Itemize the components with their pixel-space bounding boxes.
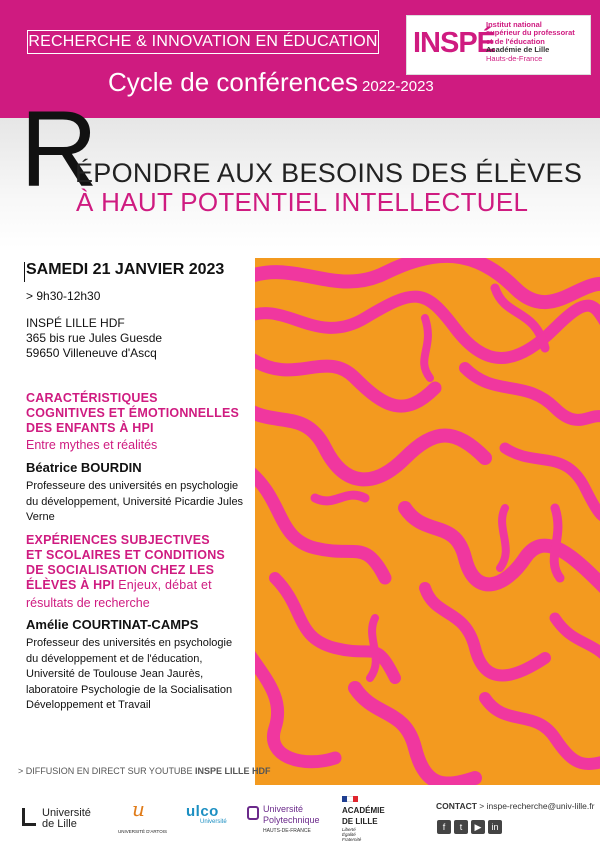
- contact-label: CONTACT: [436, 801, 477, 811]
- livestream-prefix: > DIFFUSION EN DIRECT SUR YOUTUBE: [18, 766, 195, 776]
- date-rule: [24, 262, 25, 282]
- talk-1-title-line: COGNITIVES ET ÉMOTIONNELLES: [26, 406, 240, 420]
- talk-1-title-line: DES ENFANTS À HPI: [26, 421, 154, 435]
- venue-city: 59650 Villeneuve d'Ascq: [26, 346, 157, 360]
- logo-universite-artois[interactable]: [118, 797, 172, 834]
- contact-email[interactable]: > inspe-recherche@univ-lille.fr: [476, 801, 595, 811]
- logo-line-5: Hauts-de-France: [486, 53, 543, 63]
- uphf-line-2: Polytechnique: [263, 815, 320, 825]
- talk-1-aff-line: du développement, Université Picardie Jules: [26, 495, 244, 508]
- uphf-mark-icon: [247, 806, 259, 820]
- zebra-stripes-graphic: [255, 258, 600, 785]
- ulco-wordmark: ulco: [186, 803, 219, 820]
- academie-motto-1: Liberté: [342, 827, 356, 832]
- talk-2-aff-line: laboratoire Psychologie de la Socialisation: [26, 683, 233, 696]
- logo-line-2: supérieur du professorat: [486, 28, 575, 38]
- talk-2-aff-line: du développement et de l'éducation,: [26, 652, 203, 665]
- talk-2-title-line: DE SOCIALISATION CHEZ LES: [26, 563, 215, 577]
- artois-label: UNIVERSITÉ D'ARTOIS: [118, 829, 167, 834]
- title-line-1: ÉPONDRE AUX BESOINS DES ÉLÈVES: [75, 158, 583, 188]
- lille-mark-icon: [22, 808, 36, 826]
- event-date: SAMEDI 21 JANVIER 2023: [26, 261, 225, 278]
- talk-2-subtitle: résultats de recherche: [26, 596, 150, 610]
- talk-2-title-line: ET SCOLAIRES ET CONDITIONS: [26, 548, 225, 562]
- lille-text: [42, 808, 91, 830]
- cycle-years: 2022-2023: [362, 78, 434, 95]
- talk-1-aff-line: Professeure des universités en psychologie: [26, 480, 239, 492]
- academie-line-2: DE LILLE: [342, 817, 378, 826]
- contact-info: [436, 801, 594, 811]
- inspe-logo-text: [486, 21, 575, 63]
- talk-2-speaker: Amélie COURTINAT-CAMPS: [26, 617, 199, 632]
- cycle-title: [108, 66, 434, 103]
- venue-street: 365 bis rue Jules Guesde: [26, 331, 163, 345]
- talk-2-title-bold: ÉLÈVES À HPI: [26, 578, 115, 592]
- linkedin-icon[interactable]: in: [488, 820, 502, 834]
- talk-2-aff-line: Développement et Travail: [26, 699, 151, 711]
- logo-line-1: Institut national: [486, 20, 542, 29]
- academie-motto-3: Fraternité: [342, 837, 362, 842]
- cycle-label: Cycle de conférences: [108, 67, 359, 97]
- title-initial: R: [20, 88, 98, 209]
- facebook-icon[interactable]: f: [437, 820, 451, 834]
- youtube-icon[interactable]: ▶: [471, 820, 485, 834]
- academie-line-1: ACADÉMIE: [342, 806, 385, 815]
- artois-mark-icon: u: [132, 797, 145, 821]
- uphf-line-3: HAUTS-DE-FRANCE: [263, 828, 311, 834]
- tricolor-flag-icon: [342, 796, 358, 802]
- talk-1-affiliation: [26, 479, 243, 526]
- talk-2-aff-line: Professeur des universités en psychologie: [26, 637, 233, 649]
- inspe-wordmark: INSPÉ: [413, 27, 496, 59]
- uphf-line-1: Université: [263, 804, 304, 814]
- logo-ulco[interactable]: [186, 803, 227, 828]
- event-address: [26, 316, 162, 361]
- livestream-channel: INSPE LILLE HDF: [194, 766, 271, 776]
- event-time: > 9h30-12h30: [26, 289, 101, 303]
- talk-2-aff-line: Université de Toulouse Jean Jaurès,: [26, 668, 204, 680]
- talk-2-title-rest: Enjeux, débat et: [114, 578, 212, 592]
- lille-line-2: de Lille: [42, 818, 77, 830]
- inspe-logo[interactable]: [406, 15, 591, 75]
- talk-1-speaker: Béatrice BOURDIN: [26, 460, 142, 475]
- livestream-notice: [18, 766, 270, 776]
- lille-line-1: Université: [42, 807, 91, 819]
- talk-1-subtitle: Entre mythes et réalités: [26, 438, 158, 452]
- zebra-pattern-image: [255, 258, 600, 785]
- logo-academie-lille[interactable]: [342, 796, 385, 842]
- venue-name: INSPÉ LILLE HDF: [26, 316, 125, 330]
- uphf-text: [263, 804, 320, 837]
- talk-2-title-line: [26, 578, 225, 593]
- talk-2-affiliation: [26, 636, 232, 714]
- talk-1-aff-line: Verne: [26, 511, 55, 523]
- ulco-sub: Université: [200, 819, 227, 825]
- talk-2-title: [26, 533, 225, 593]
- title-line-2: À HAUT POTENTIEL INTELLECTUEL: [76, 187, 529, 217]
- logo-line-3: et de l'éducation: [486, 36, 545, 46]
- academie-motto-2: Égalité: [342, 832, 356, 837]
- twitter-icon[interactable]: t: [454, 820, 468, 834]
- talk-1-title-line: CARACTÉRISTIQUES: [26, 391, 158, 405]
- talk-2-title-line: EXPÉRIENCES SUBJECTIVES: [26, 533, 210, 547]
- tagline-box: RECHERCHE & INNOVATION EN ÉDUCATION: [27, 30, 379, 54]
- talk-1-title: [26, 391, 239, 436]
- logo-line-4: Académie de Lille: [486, 45, 550, 55]
